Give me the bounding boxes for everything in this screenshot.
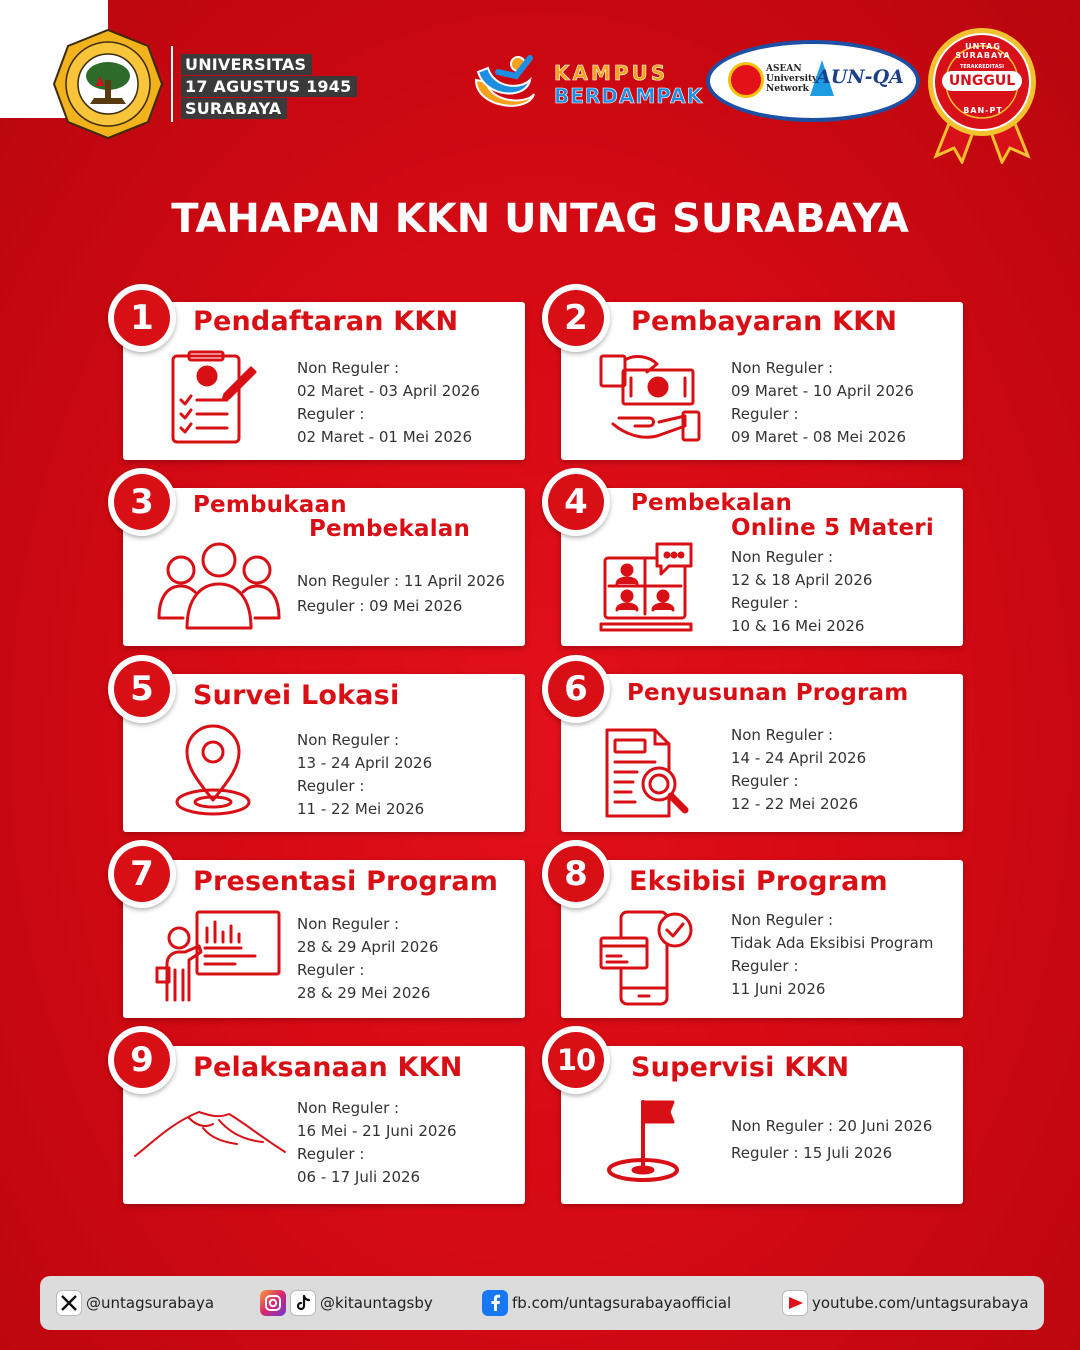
step-title: Supervisi KKN <box>631 1052 850 1083</box>
step-info <box>297 357 480 449</box>
non-reguler-date: 09 Maret - 10 April 2026 <box>731 382 914 400</box>
step-number-badge-3: 3 <box>108 468 176 536</box>
non-reguler-label: Non Reguler : <box>297 731 400 749</box>
non-reguler-date: 13 - 24 April 2026 <box>297 754 433 772</box>
step-card-3 <box>123 488 525 646</box>
aun-network-text: ASEAN University Network <box>766 64 818 94</box>
reguler-label: Reguler : <box>297 1145 365 1163</box>
non-reguler-label: Non Reguler : <box>731 548 834 566</box>
non-reguler-date: 16 Mei - 21 Juni 2026 <box>297 1122 457 1140</box>
step-number-badge-4: 4 <box>542 468 610 536</box>
badge-top-text: UNTAG SURABAYA <box>955 42 1011 60</box>
mobile-check-icon <box>599 908 699 1008</box>
reguler-date: 02 Maret - 01 Mei 2026 <box>297 428 473 446</box>
step-title: Pendaftaran KKN <box>193 306 459 337</box>
header-divider <box>171 46 173 122</box>
non-reguler-label: Non Reguler : <box>731 911 834 929</box>
social-footer <box>40 1276 1044 1330</box>
reguler-line: Reguler : 09 Mei 2026 <box>297 597 463 615</box>
step-title: Presentasi Program <box>193 866 499 897</box>
step-number-badge-7: 7 <box>108 840 176 908</box>
step-info <box>297 913 438 1005</box>
page-title: TAHAPAN KKN UNTAG SURABAYA <box>171 196 909 242</box>
reguler-label: Reguler : <box>297 961 365 979</box>
reguler-date: 11 - 22 Mei 2026 <box>297 800 425 818</box>
step-card-5 <box>123 674 525 832</box>
step-card-4 <box>561 488 963 646</box>
asean-emblem-icon <box>728 62 764 98</box>
youtube-icon <box>782 1290 808 1316</box>
reguler-label: Reguler : <box>731 405 799 423</box>
mountain-icon <box>133 1106 287 1162</box>
non-reguler-label: Non Reguler : <box>731 726 834 744</box>
youtube-url: youtube.com/untagsurabaya <box>812 1294 1029 1312</box>
step-info <box>731 909 933 1001</box>
university-line-2: 17 AGUSTUS 1945 <box>181 76 357 97</box>
instagram-tiktok-link[interactable] <box>260 1289 433 1317</box>
university-line-3: SURABAYA <box>181 98 287 119</box>
step-number-badge-1: 1 <box>108 284 176 352</box>
presentation-board-icon <box>155 908 285 1008</box>
step-title: Pelaksanaan KKN <box>193 1052 463 1083</box>
step-card-7 <box>123 860 525 1018</box>
step-title-line-1: Pembukaan <box>193 492 347 518</box>
step-title: Penyusunan Program <box>627 680 909 706</box>
step-card-6 <box>561 674 963 832</box>
step-title-line-2: Online 5 Materi <box>731 515 934 541</box>
ig-tiktok-handle: @kitauntagsby <box>320 1294 433 1312</box>
step-number-badge-6: 6 <box>542 655 610 723</box>
reguler-date: 12 - 22 Mei 2026 <box>731 795 859 813</box>
reguler-date: 06 - 17 Juli 2026 <box>297 1168 421 1186</box>
youtube-link[interactable] <box>782 1289 1029 1317</box>
step-info <box>731 1113 932 1167</box>
badge-bottom-text: BAN-PT <box>963 106 1003 115</box>
non-reguler-label: Non Reguler : <box>297 915 400 933</box>
aun-qa-logo <box>706 40 920 122</box>
reguler-label: Reguler : <box>731 957 799 975</box>
step-card-9 <box>123 1046 525 1204</box>
facebook-link[interactable] <box>482 1289 731 1317</box>
step-info <box>297 569 505 619</box>
facebook-icon <box>482 1290 508 1316</box>
step-card-1 <box>123 302 525 460</box>
accreditation-badge <box>926 24 1038 164</box>
online-meeting-icon <box>599 540 699 634</box>
non-reguler-label: Non Reguler : <box>297 1099 400 1117</box>
reguler-label: Reguler : <box>731 594 799 612</box>
tiktok-icon <box>290 1290 316 1316</box>
flag-target-icon <box>603 1098 683 1184</box>
step-title: Survei Lokasi <box>193 680 400 711</box>
step-card-2 <box>561 302 963 460</box>
step-title-line-2: Pembekalan <box>309 516 471 542</box>
reguler-label: Reguler : <box>297 777 365 795</box>
step-title: Eksibisi Program <box>629 866 888 897</box>
instagram-icon <box>260 1290 286 1316</box>
non-reguler-line: Non Reguler : 11 April 2026 <box>297 572 505 590</box>
step-number-badge-2: 2 <box>542 284 610 352</box>
x-handle: @untagsurabaya <box>86 1294 215 1312</box>
payment-hand-icon <box>597 348 701 450</box>
non-reguler-date: 02 Maret - 03 April 2026 <box>297 382 480 400</box>
step-info <box>731 724 866 816</box>
university-name <box>181 54 357 120</box>
non-reguler-date: 14 - 24 April 2026 <box>731 749 867 767</box>
reguler-label: Reguler : <box>731 772 799 790</box>
non-reguler-label: Non Reguler : <box>297 359 400 377</box>
registration-form-icon <box>167 350 259 446</box>
reguler-line: Reguler : 15 Juli 2026 <box>731 1144 893 1162</box>
group-people-icon <box>153 540 285 632</box>
step-number-badge-5: 5 <box>108 655 176 723</box>
kampus-swirl-icon <box>468 50 548 120</box>
kampus-berdampak-logo <box>468 50 704 120</box>
document-search-icon <box>603 726 695 822</box>
step-info <box>731 546 872 638</box>
berdampak-word: BERDAMPAK <box>554 84 704 108</box>
aun-qa-text: AUN-QA <box>816 66 904 88</box>
step-number-badge-10: 10 <box>542 1026 610 1094</box>
step-card-10 <box>561 1046 963 1204</box>
non-reguler-label: Non Reguler : <box>731 359 834 377</box>
step-title-line-1: Pembekalan <box>631 490 793 516</box>
location-pin-icon <box>173 722 255 820</box>
step-number-badge-8: 8 <box>542 840 610 908</box>
reguler-label: Reguler : <box>297 405 365 423</box>
step-card-8 <box>561 860 963 1018</box>
university-line-1: UNIVERSITAS <box>181 54 312 75</box>
step-info <box>297 729 432 821</box>
university-seal-logo <box>52 28 164 140</box>
non-reguler-line: Non Reguler : 20 Juni 2026 <box>731 1117 933 1135</box>
facebook-url: fb.com/untagsurabayaofficial <box>512 1294 732 1312</box>
non-reguler-date: 12 & 18 April 2026 <box>731 571 873 589</box>
reguler-date: 10 & 16 Mei 2026 <box>731 617 865 635</box>
step-title: Pembayaran KKN <box>631 306 898 337</box>
reguler-date: 11 Juni 2026 <box>731 980 826 998</box>
x-link[interactable] <box>56 1289 214 1317</box>
non-reguler-date: 28 & 29 April 2026 <box>297 938 439 956</box>
kampus-word: KAMPUS <box>554 61 669 85</box>
badge-unggul-text: UNGGUL <box>942 71 1022 91</box>
step-number-badge-9: 9 <box>108 1026 176 1094</box>
badge-accredited-text: TERAKREDITASI <box>959 64 1005 70</box>
reguler-date: 09 Maret - 08 Mei 2026 <box>731 428 907 446</box>
x-icon <box>56 1290 82 1316</box>
reguler-date: 28 & 29 Mei 2026 <box>297 984 431 1002</box>
non-reguler-date: Tidak Ada Eksibisi Program <box>731 934 934 952</box>
step-info <box>731 357 914 449</box>
step-info <box>297 1097 457 1189</box>
